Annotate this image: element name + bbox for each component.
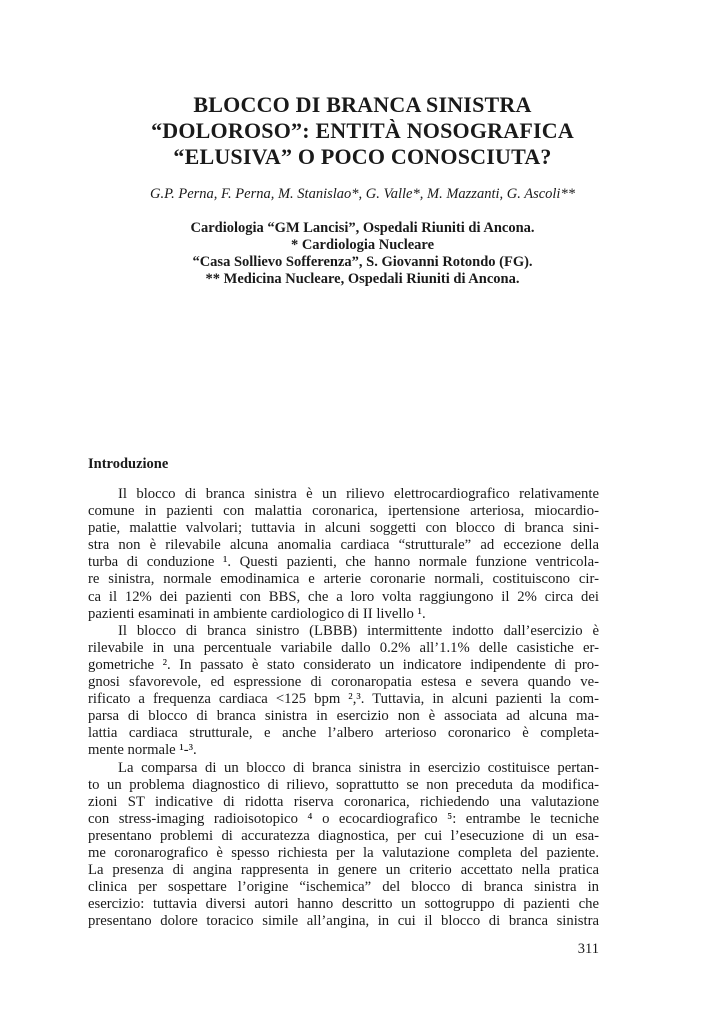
page-number: 311 bbox=[577, 941, 599, 957]
affiliation-line: Cardiologia “GM Lancisi”, Ospedali Riuniti di Ancona. bbox=[190, 220, 535, 236]
body-line: La comparsa di un blocco di branca sinistra in esercizio costituisce pertan- bbox=[118, 759, 599, 776]
title-line: “ELUSIVA” O POCO CONOSCIUTA? bbox=[173, 144, 552, 169]
body-line: pazienti esaminati in ambiente cardiologico di II livello ¹. bbox=[88, 605, 426, 622]
paper-title bbox=[60, 92, 665, 170]
body-line: turba di conduzione ¹. Questi pazienti, che hanno normale funzione ventricola- bbox=[88, 554, 599, 571]
body-line: gnosi sfavorevole, ed espressione di coronaropatia estesa e severa quando ve- bbox=[88, 674, 599, 691]
title-line: “DOLOROSO”: ENTITÀ NOSOGRAFICA bbox=[151, 118, 574, 143]
author-list: G.P. Perna, F. Perna, M. Stanislao*, G. Valle*, M. Mazzanti, G. Ascoli** bbox=[150, 186, 575, 202]
body-line: lattia cardiaca strutturale, e anche l’albero arterioso coronarico è completa- bbox=[88, 725, 599, 742]
body-line: comune in pazienti con malattia coronarica, ipertensione arteriosa, miocardio- bbox=[88, 503, 599, 520]
affiliation-line: * Cardiologia Nucleare bbox=[290, 237, 435, 253]
body-line: to un problema diagnostico di rilievo, soprattutto se non preceduta da modifica- bbox=[88, 776, 599, 793]
body-line: zioni ST indicative di ridotta riserva coronarica, richiedendo una valutazione bbox=[88, 793, 599, 810]
body-line: mente normale ¹-³. bbox=[88, 742, 197, 759]
body-line: re sinistra, normale emodinamica e arterie coronarie normali, costituiscono cir- bbox=[88, 571, 599, 588]
section-heading: Introduzione bbox=[88, 456, 169, 472]
body-line: me coronarografico è spesso richiesta per la valutazione completa del paziente. bbox=[88, 844, 599, 861]
body-line: parsa di blocco di branca sinistra in esercizio non è associata ad alcuna ma- bbox=[88, 708, 599, 725]
body-line: Il blocco di branca sinistra è un rilievo elettrocardiografico relativamente bbox=[118, 486, 599, 502]
body-line: esercizio: tuttavia diversi autori hanno descritto un sottogruppo di pazienti che bbox=[88, 896, 599, 913]
body-line: Il blocco di branca sinistro (LBBB) intermittente indotto dall’esercizio è bbox=[118, 622, 599, 639]
affiliations bbox=[60, 220, 665, 288]
body-text bbox=[88, 486, 599, 930]
body-line: stra non è rilevabile alcuna anomalia cardiaca “strutturale” ad eccezione della bbox=[88, 537, 599, 554]
body-line: La presenza di angina rappresenta in genere un criterio accettato nella pratica bbox=[88, 862, 599, 879]
body-line: gometriche ². In passato è stato considerato un indicatore indipendente di pro- bbox=[88, 656, 599, 673]
affiliation-line: “Casa Sollievo Sofferenza”, S. Giovanni Rotondo (FG). bbox=[192, 254, 533, 270]
body-line: presentano dolore toracico simile all’angina, in cui il blocco di branca sinistra bbox=[88, 913, 599, 930]
body-line: presentano problemi di accuratezza diagnostica, per cui l’esecuzione di un esa- bbox=[88, 827, 599, 844]
body-line: patie, malattie valvolari; tuttavia in alcuni soggetti con blocco di branca sini- bbox=[88, 520, 599, 537]
title-line: BLOCCO DI BRANCA SINISTRA bbox=[193, 92, 532, 117]
body-line: ca il 12% dei pazienti con BBS, che a loro volta raggiungono il 2% circa dei bbox=[88, 588, 599, 605]
body-line: rilevabile in una percentuale variabile dallo 0.2% all’1.1% delle casistiche er- bbox=[88, 639, 599, 656]
body-line: con stress-imaging radioisotopico ⁴ o ecocardiografico ⁵: entrambe le tecniche bbox=[88, 810, 599, 827]
body-line: rificato a frequenza cardiaca <125 bpm ²,³. Tuttavia, in alcuni pazienti la com- bbox=[88, 691, 599, 708]
affiliation-line: ** Medicina Nucleare, Ospedali Riuniti di Ancona. bbox=[205, 271, 520, 287]
body-line: clinica per sospettare l’origine “ischemica” del blocco di branca sinistra in bbox=[88, 879, 599, 896]
